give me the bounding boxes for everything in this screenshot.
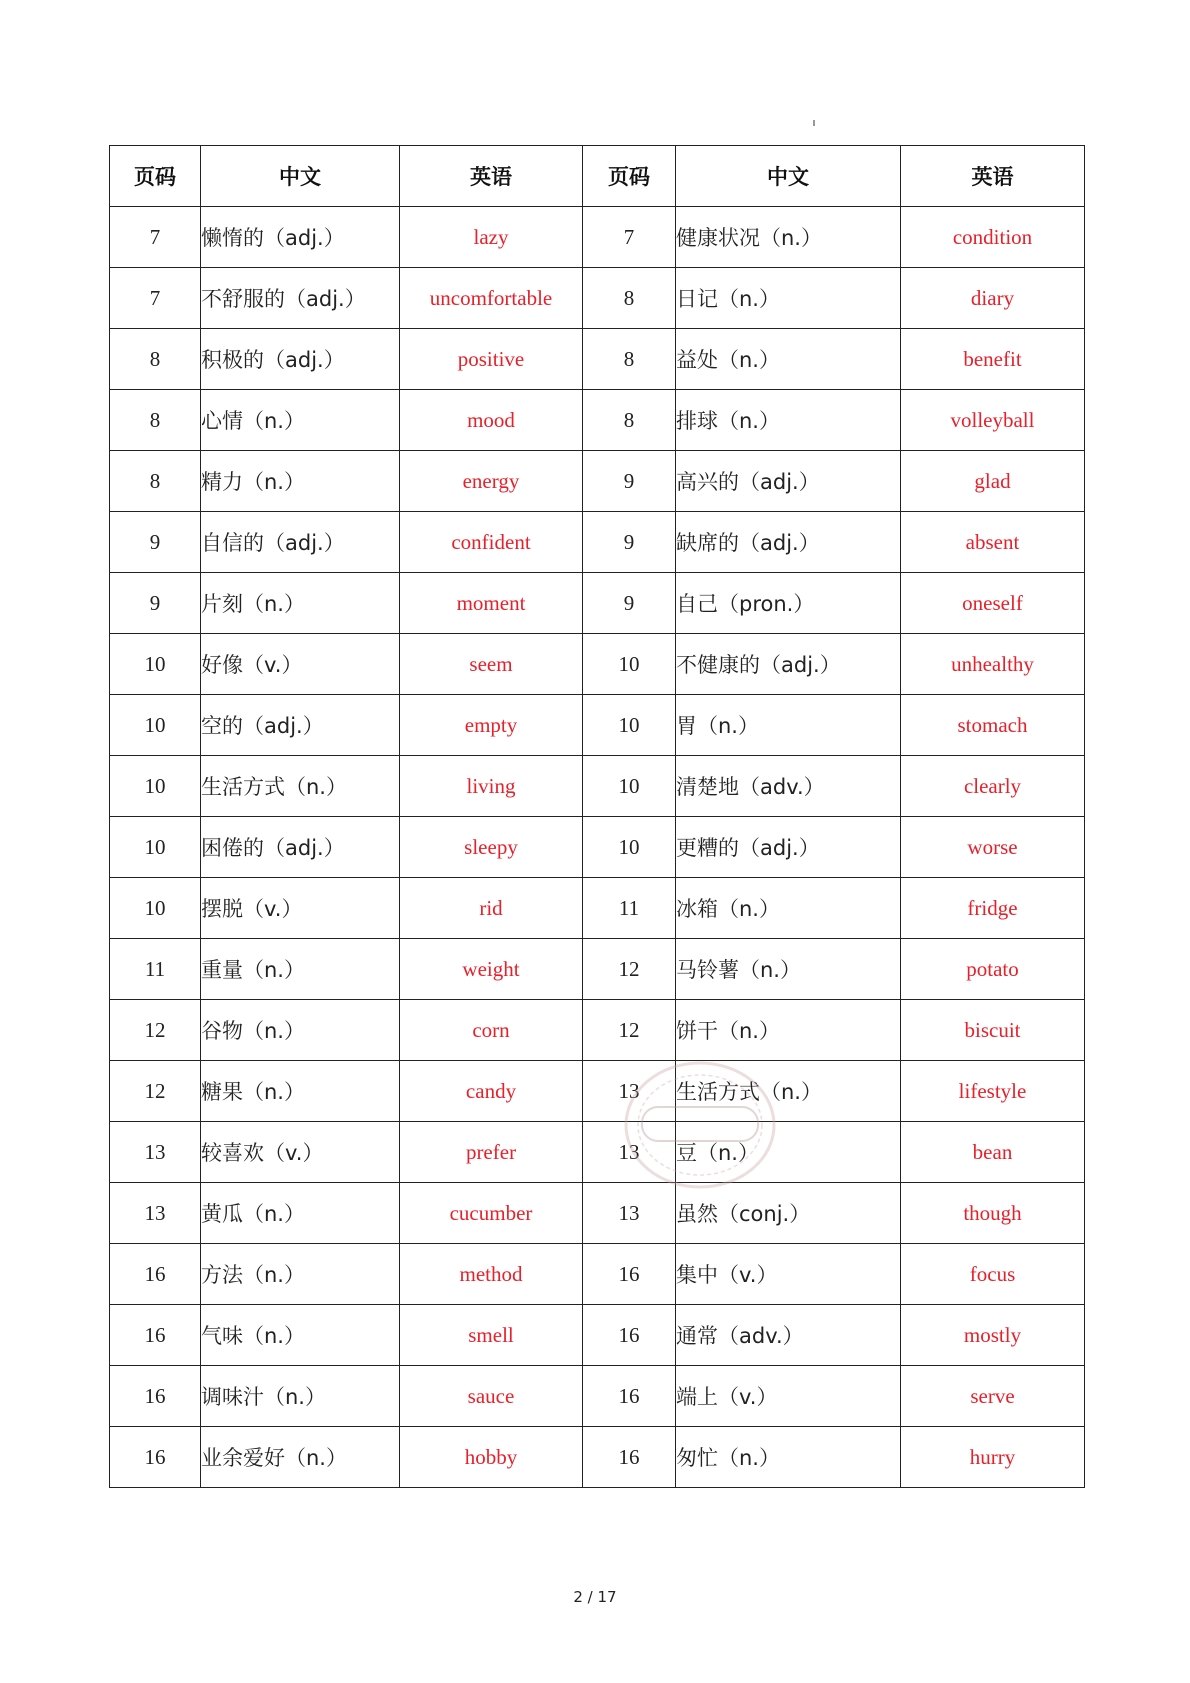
header-chinese-right: 中文 [676, 146, 901, 207]
table-row [110, 390, 1085, 451]
page-cell: 8 [583, 329, 676, 390]
table-row [110, 512, 1085, 573]
chinese-cell: 高兴的（adj.） [676, 451, 901, 512]
english-cell: method [400, 1244, 583, 1305]
page-cell: 7 [110, 268, 201, 329]
english-cell: sauce [400, 1366, 583, 1427]
chinese-cell: 益处（n.） [676, 329, 901, 390]
english-cell: confident [400, 512, 583, 573]
table-row [110, 1183, 1085, 1244]
table-row [110, 756, 1085, 817]
chinese-cell: 清楚地（adv.） [676, 756, 901, 817]
chinese-cell: 好像（v.） [201, 634, 400, 695]
english-cell: prefer [400, 1122, 583, 1183]
chinese-cell: 业余爱好（n.） [201, 1427, 400, 1488]
page-cell: 16 [110, 1244, 201, 1305]
english-cell: sleepy [400, 817, 583, 878]
chinese-cell: 缺席的（adj.） [676, 512, 901, 573]
page-cell: 13 [583, 1183, 676, 1244]
page-cell: 10 [583, 634, 676, 695]
english-cell: stomach [901, 695, 1085, 756]
page-cell: 12 [583, 1000, 676, 1061]
page-cell: 13 [583, 1122, 676, 1183]
english-cell: lifestyle [901, 1061, 1085, 1122]
english-cell: empty [400, 695, 583, 756]
chinese-cell: 较喜欢（v.） [201, 1122, 400, 1183]
english-cell: rid [400, 878, 583, 939]
english-cell: hurry [901, 1427, 1085, 1488]
table-row [110, 573, 1085, 634]
chinese-cell: 懒惰的（adj.） [201, 207, 400, 268]
chinese-cell: 通常（adv.） [676, 1305, 901, 1366]
chinese-cell: 糖果（n.） [201, 1061, 400, 1122]
chinese-cell: 气味（n.） [201, 1305, 400, 1366]
scan-mark [813, 120, 815, 126]
page-cell: 10 [583, 756, 676, 817]
english-cell: lazy [400, 207, 583, 268]
chinese-cell: 调味汁（n.） [201, 1366, 400, 1427]
page-cell: 9 [110, 573, 201, 634]
page-cell: 13 [110, 1183, 201, 1244]
chinese-cell: 困倦的（adj.） [201, 817, 400, 878]
english-cell: worse [901, 817, 1085, 878]
table-body [110, 207, 1085, 1488]
chinese-cell: 不健康的（adj.） [676, 634, 901, 695]
english-cell: smell [400, 1305, 583, 1366]
chinese-cell: 饼干（n.） [676, 1000, 901, 1061]
english-cell: absent [901, 512, 1085, 573]
english-cell: fridge [901, 878, 1085, 939]
page-cell: 13 [583, 1061, 676, 1122]
english-cell: positive [400, 329, 583, 390]
chinese-cell: 更糟的（adj.） [676, 817, 901, 878]
page-cell: 13 [110, 1122, 201, 1183]
chinese-cell: 黄瓜（n.） [201, 1183, 400, 1244]
page-cell: 16 [583, 1244, 676, 1305]
page-cell: 7 [110, 207, 201, 268]
header-chinese-left: 中文 [201, 146, 400, 207]
page-cell: 16 [583, 1305, 676, 1366]
chinese-cell: 生活方式（n.） [676, 1061, 901, 1122]
table-row [110, 1244, 1085, 1305]
page-cell: 8 [583, 390, 676, 451]
chinese-cell: 胃（n.） [676, 695, 901, 756]
page-cell: 7 [583, 207, 676, 268]
chinese-cell: 自信的（adj.） [201, 512, 400, 573]
table-row [110, 1427, 1085, 1488]
page-cell: 16 [110, 1427, 201, 1488]
chinese-cell: 端上（v.） [676, 1366, 901, 1427]
watermark-stamp-icon [620, 1055, 780, 1195]
header-english-left: 英语 [400, 146, 583, 207]
table-row [110, 878, 1085, 939]
english-cell: condition [901, 207, 1085, 268]
page-cell: 10 [110, 817, 201, 878]
chinese-cell: 排球（n.） [676, 390, 901, 451]
page-cell: 8 [110, 451, 201, 512]
header-page-left: 页码 [110, 146, 201, 207]
chinese-cell: 片刻（n.） [201, 573, 400, 634]
page-cell: 11 [583, 878, 676, 939]
table-row [110, 268, 1085, 329]
page-cell: 8 [110, 329, 201, 390]
table-row [110, 207, 1085, 268]
chinese-cell: 谷物（n.） [201, 1000, 400, 1061]
chinese-cell: 积极的（adj.） [201, 329, 400, 390]
page-cell: 10 [110, 634, 201, 695]
chinese-cell: 生活方式（n.） [201, 756, 400, 817]
page-number: 2 / 17 [573, 1588, 617, 1606]
page-cell: 16 [110, 1305, 201, 1366]
chinese-cell: 方法（n.） [201, 1244, 400, 1305]
english-cell: mood [400, 390, 583, 451]
english-cell: energy [400, 451, 583, 512]
english-cell: oneself [901, 573, 1085, 634]
page-cell: 10 [110, 878, 201, 939]
english-cell: living [400, 756, 583, 817]
chinese-cell: 豆（n.） [676, 1122, 901, 1183]
chinese-cell: 空的（adj.） [201, 695, 400, 756]
chinese-cell: 马铃薯（n.） [676, 939, 901, 1000]
table-row [110, 1122, 1085, 1183]
chinese-cell: 集中（v.） [676, 1244, 901, 1305]
table-row [110, 1061, 1085, 1122]
english-cell: diary [901, 268, 1085, 329]
english-cell: serve [901, 1366, 1085, 1427]
table-row [110, 817, 1085, 878]
english-cell: uncomfortable [400, 268, 583, 329]
chinese-cell: 自己（pron.） [676, 573, 901, 634]
english-cell: weight [400, 939, 583, 1000]
english-cell: biscuit [901, 1000, 1085, 1061]
english-cell: volleyball [901, 390, 1085, 451]
page-cell: 16 [583, 1366, 676, 1427]
english-cell: hobby [400, 1427, 583, 1488]
page-cell: 12 [110, 1000, 201, 1061]
table-row [110, 1366, 1085, 1427]
chinese-cell: 健康状况（n.） [676, 207, 901, 268]
page-cell: 9 [583, 573, 676, 634]
table-row [110, 1000, 1085, 1061]
page-cell: 10 [583, 817, 676, 878]
english-cell: unhealthy [901, 634, 1085, 695]
table-row [110, 451, 1085, 512]
english-cell: seem [400, 634, 583, 695]
table-row [110, 634, 1085, 695]
chinese-cell: 重量（n.） [201, 939, 400, 1000]
page-cell: 10 [110, 756, 201, 817]
chinese-cell: 不舒服的（adj.） [201, 268, 400, 329]
page-cell: 8 [583, 268, 676, 329]
header-page-right: 页码 [583, 146, 676, 207]
page-cell: 12 [583, 939, 676, 1000]
table-row [110, 939, 1085, 1000]
english-cell: focus [901, 1244, 1085, 1305]
english-cell: glad [901, 451, 1085, 512]
page-cell: 16 [110, 1366, 201, 1427]
english-cell: bean [901, 1122, 1085, 1183]
table-row [110, 695, 1085, 756]
chinese-cell: 心情（n.） [201, 390, 400, 451]
english-cell: mostly [901, 1305, 1085, 1366]
page-cell: 12 [110, 1061, 201, 1122]
vocabulary-table [109, 145, 1085, 1488]
english-cell: benefit [901, 329, 1085, 390]
header-english-right: 英语 [901, 146, 1085, 207]
page-cell: 9 [583, 512, 676, 573]
chinese-cell: 摆脱（v.） [201, 878, 400, 939]
table-row [110, 1305, 1085, 1366]
page-cell: 8 [110, 390, 201, 451]
chinese-cell: 虽然（conj.） [676, 1183, 901, 1244]
english-cell: corn [400, 1000, 583, 1061]
english-cell: potato [901, 939, 1085, 1000]
english-cell: cucumber [400, 1183, 583, 1244]
chinese-cell: 冰箱（n.） [676, 878, 901, 939]
chinese-cell: 日记（n.） [676, 268, 901, 329]
chinese-cell: 精力（n.） [201, 451, 400, 512]
page-cell: 11 [110, 939, 201, 1000]
table-row [110, 329, 1085, 390]
english-cell: moment [400, 573, 583, 634]
page-cell: 10 [110, 695, 201, 756]
page-cell: 16 [583, 1427, 676, 1488]
english-cell: clearly [901, 756, 1085, 817]
chinese-cell: 匆忙（n.） [676, 1427, 901, 1488]
page-cell: 9 [583, 451, 676, 512]
table-header-row [110, 146, 1085, 207]
page-cell: 9 [110, 512, 201, 573]
english-cell: though [901, 1183, 1085, 1244]
page-cell: 10 [583, 695, 676, 756]
english-cell: candy [400, 1061, 583, 1122]
